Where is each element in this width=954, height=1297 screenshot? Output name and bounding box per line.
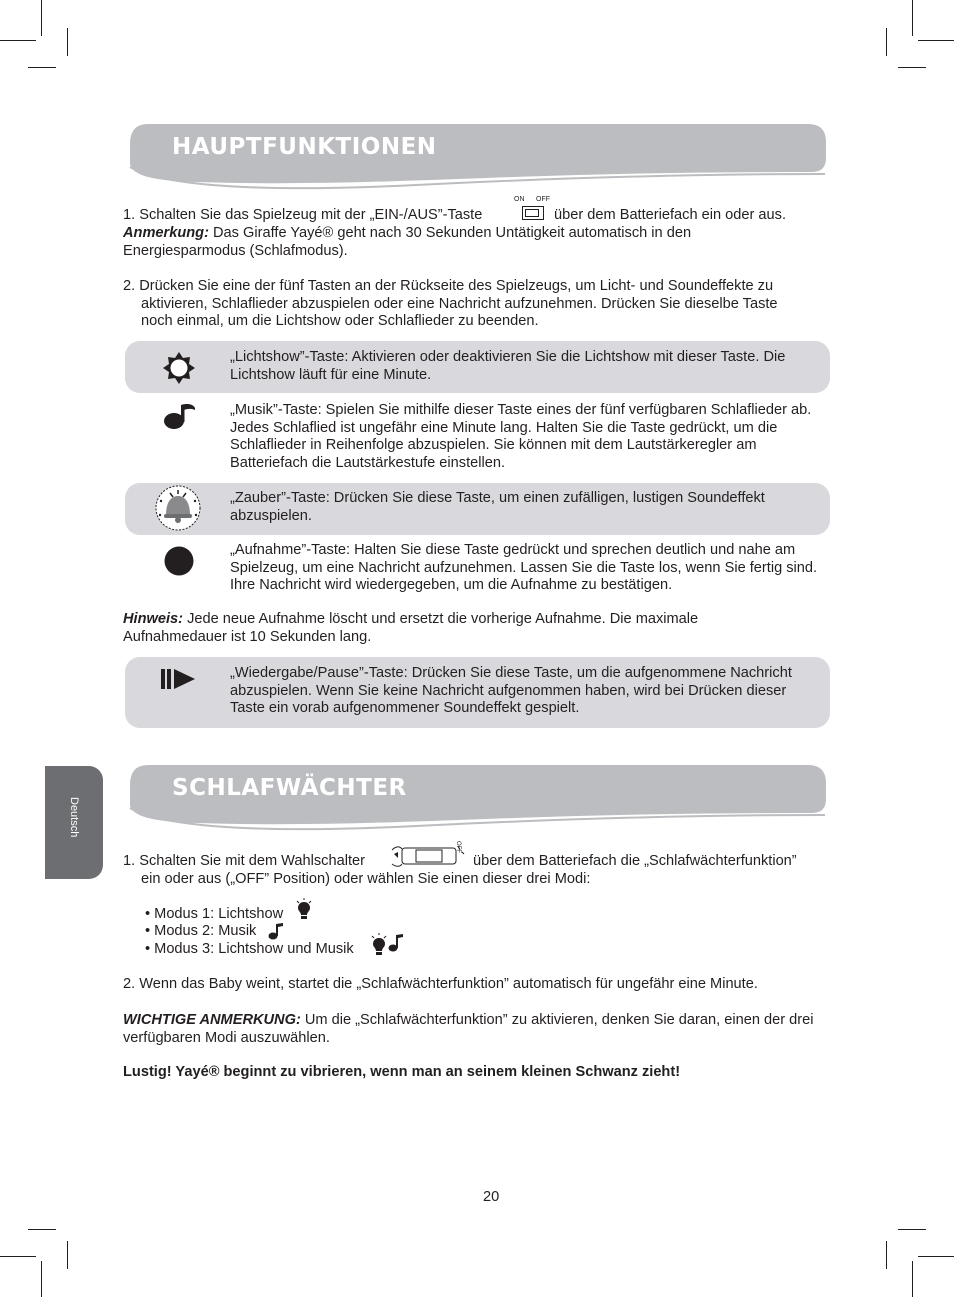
section-title: HAUPTFUNKTIONEN	[172, 134, 437, 160]
s2-step-1-text-a: 1. Schalten Sie mit dem Wahlschalter	[123, 853, 365, 869]
button-desc-record: „Aufnahme”-Taste: Halten Sie diese Taste gedrückt und sprechen deutlich und nahe am Spielzeug, um eine Nachricht aufzunehmen. Lassen Sie die Taste los, wenn Sie fertig sind. Ihre Nachricht wird wiedergegeben, um die Aufnahme zu bestätigen.	[230, 542, 818, 594]
note-text-2: Energiesparmodus (Schlafmodus).	[123, 242, 348, 259]
button-desc-music: „Musik”-Taste: Spielen Sie mithilfe dieser Taste eines der fünf verfügbaren Schlaflieder ab. Jedes Schlaflied ist ungefähr eine Minute lang. Halten Sie die Taste gedrückt, um die Schlaflieder in Reihenfolge abzuspielen. Sie können mit dem Lautstärkeregler am Batteriefach die Lautstärkestufe einstellen.	[230, 402, 812, 471]
language-tab-label: Deutsch	[68, 797, 80, 838]
mode-3: • Modus 3: Lichtshow und Musik	[145, 941, 354, 957]
section-title-2: SCHLAFWÄCHTER	[172, 775, 407, 801]
mode-2: • Modus 2: Musik	[145, 923, 257, 939]
important-label: WICHTIGE ANMERKUNG:	[123, 1012, 301, 1028]
button-desc-light: „Lichtshow”-Taste: Aktivieren oder deaktivieren Sie die Lichtshow mit dieser Taste. Die Lichtshow läuft für eine Minute.	[230, 349, 786, 383]
s2-step-1-line-2: ein oder aus („OFF” Position) oder wählen Sie einen dieser drei Modi:	[141, 871, 591, 887]
button-desc-magic: „Zauber”-Taste: Drücken Sie diese Taste, um einen zufälligen, lustigen Soundeffekt abzuspielen.	[230, 490, 765, 524]
s2-step-2: 2. Wenn das Baby weint, startet die „Schlafwächterfunktion” automatisch für ungefähr eine Minute.	[123, 976, 758, 992]
step-2	[123, 278, 833, 331]
mode-selector-off-label: OFF	[455, 841, 461, 853]
note	[123, 225, 823, 260]
fun-note: Lustig! Yayé® beginnt zu vibrieren, wenn man an seinem kleinen Schwanz zieht!	[123, 1064, 681, 1080]
step-2-line-2: aktivieren, Schlaflieder abzuspielen oder eine Nachricht aufzunehmen. Drücken Sie dieselbe Taste	[141, 295, 778, 312]
light-bulb-icon	[296, 898, 312, 920]
music-note-small-icon	[268, 922, 284, 940]
magic-bell-icon	[152, 485, 204, 531]
step-1-text-a: 1. Schalten Sie das Spielzeug mit der „EIN-/AUS”-Taste	[123, 207, 483, 223]
important-note	[123, 1012, 835, 1047]
sun-icon	[162, 351, 196, 385]
on-off-switch-icon: ON OFF	[514, 196, 554, 224]
mode-1: • Modus 1: Lichtshow	[145, 906, 284, 922]
music-note-icon	[162, 401, 198, 431]
play-pause-icon	[160, 667, 196, 691]
hint-label: Hinweis:	[123, 611, 184, 627]
button-desc-play: „Wiedergabe/Pause”-Taste: Drücken Sie diese Taste, um die aufgenommene Nachricht abzuspielen. Wenn Sie keine Nachricht aufgenommen haben, wird bei Drücken dieser Taste ein vorab aufgenommener Soundeffekt gespielt.	[230, 665, 792, 717]
step-2-line-1: 2. Drücken Sie eine der fünf Tasten an der Rückseite des Spielzeugs, um Licht- und Soundeffekte zu	[123, 278, 774, 294]
light-and-music-icon	[370, 932, 404, 956]
hint-text: Jede neue Aufnahme löscht und ersetzt die vorherige Aufnahme. Die maximale Aufnahmedauer ist 10 Sekunden lang.	[123, 611, 699, 645]
note-label: Anmerkung:	[123, 225, 209, 241]
important-text: Um die „Schlafwächterfunktion” zu aktivieren, denken Sie daran, einen der drei verfügbaren Modi auszuwählen.	[123, 1012, 814, 1046]
page-number: 20	[483, 1189, 500, 1205]
note-text: Das Giraffe Yayé® geht nach 30 Sekunden Untätigkeit automatisch in den	[213, 225, 692, 241]
step-1-text-b: über dem Batteriefach ein oder aus.	[554, 207, 787, 223]
step-2-line-3: noch einmal, um die Lichtshow oder Schlaflieder zu beenden.	[141, 313, 539, 330]
hint	[123, 611, 743, 646]
record-dot-icon	[164, 546, 194, 576]
s2-step-1-text-b: über dem Batteriefach die „Schlafwächterfunktion”	[473, 853, 797, 869]
